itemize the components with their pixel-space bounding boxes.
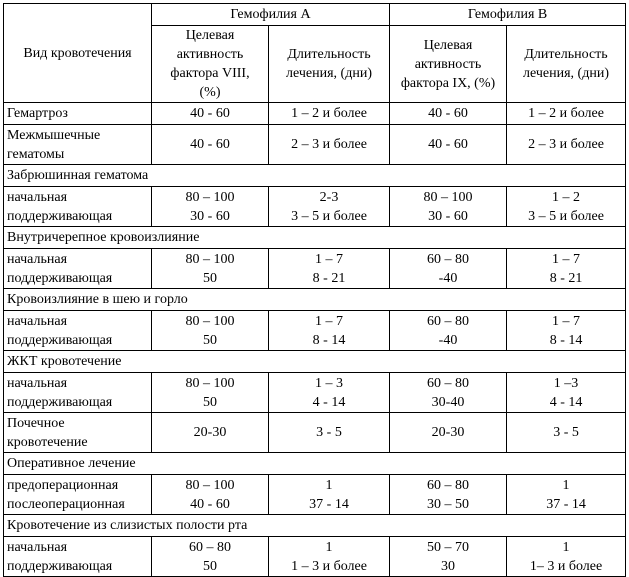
row-label [4,373,152,413]
cell-line: фактора VIII, [170,66,250,81]
cell-a-duration [269,475,390,515]
table-row [4,413,626,453]
cell-line: 2 – 3 и более [528,137,604,152]
cell-line: 1 – 2 [552,189,581,205]
cell-line: 1 – 7 [315,313,343,329]
cell-line: 20-30 [431,425,465,440]
cell-line: 8 - 14 [312,332,346,348]
cell-line: 40 - 60 [428,137,468,152]
cell-b-activity [390,249,507,289]
group-header-row [4,289,626,311]
row-label [4,249,152,289]
header-bleeding-type: Вид кровотечения [4,4,152,103]
cell-line: начальная [7,539,68,555]
cell-b-duration [507,187,626,227]
cell-line: 60 – 80 [427,477,470,493]
cell-a-duration [269,103,390,125]
cell-line: 60 – 80 [427,313,470,329]
cell-b-activity [390,475,507,515]
cell-line: 2-3 [319,189,339,205]
group-header-row [4,515,626,537]
cell-line: поддерживающая [7,558,113,574]
cell-a-duration [269,187,390,227]
group-title: Внутричерепное кровоизлияние [4,227,626,249]
row-label [4,475,152,515]
cell-a-activity [152,103,269,125]
cell-line: 1 – 3 и более [291,558,367,574]
cell-line: 4 - 14 [312,394,346,410]
cell-b-activity [390,373,507,413]
cell-line: начальная [7,251,68,267]
cell-a-activity [152,475,269,515]
cell-line: 50 [203,394,217,410]
cell-line: 1 [562,477,570,493]
cell-a-duration [269,537,390,577]
hemophilia-treatment-table [3,3,626,577]
cell-line: -40 [438,332,458,348]
cell-line: активность [414,56,482,72]
cell-line: поддерживающая [7,332,113,348]
cell-b-duration [507,475,626,515]
cell-line: 60 – 80 [189,539,231,555]
cell-b-activity [390,413,507,453]
cell-line: 3 - 5 [316,425,342,440]
cell-line: 30 - 60 [428,208,468,224]
cell-line: Гемартроз [7,106,68,121]
row-label [4,125,152,165]
cell-line: Целевая [185,28,235,43]
cell-line: активность [176,47,244,62]
cell-line: 60 – 80 [427,375,470,391]
cell-line: Почечное [7,415,65,431]
cell-line: 1 [325,477,333,493]
cell-line: 40 - 60 [190,496,230,512]
cell-line: 3 – 5 и более [528,208,604,224]
cell-line: кровотечение [7,434,88,450]
cell-line: 1 –3 [553,375,579,391]
row-label [4,537,152,577]
cell-line: Межмышечные [7,127,101,143]
cell-a-duration [269,125,390,165]
cell-a-activity [152,187,269,227]
cell-line: -40 [438,270,458,286]
cell-a-activity [152,537,269,577]
cell-line: 40 - 60 [428,106,468,121]
cell-a-duration [269,311,390,351]
cell-line: 30 – 50 [427,496,470,512]
cell-line: 40 - 60 [190,137,230,152]
cell-line: 37 - 14 [546,496,586,512]
header-hemophilia-b: Гемофилия В [390,4,626,26]
group-header-row [4,453,626,475]
group-title: Оперативное лечение [4,453,626,475]
group-title: Кровотечение из слизистых полости рта [4,515,626,537]
cell-line: 30 - 60 [190,208,230,224]
header-hemophilia-a: Гемофилия А [152,4,390,26]
cell-line: Длительность [524,47,608,62]
cell-line: 1 – 7 [552,313,581,329]
group-header-row [4,227,626,249]
cell-line: 80 – 100 [185,375,235,391]
cell-line: 8 - 21 [549,270,583,286]
cell-b-duration [507,413,626,453]
cell-b-duration [507,103,626,125]
group-header-row [4,351,626,373]
table-row [4,103,626,125]
cell-line: 2 – 3 и более [291,137,367,152]
cell-line: 50 [203,270,217,286]
table-row [4,249,626,289]
header-a-duration [269,26,390,103]
cell-b-duration [507,249,626,289]
cell-line: предоперационная [7,477,119,493]
cell-line: 50 [203,332,217,348]
cell-line: фактора IX, (%) [400,75,496,91]
cell-line: 8 - 14 [549,332,583,348]
cell-line: поддерживающая [7,394,113,410]
cell-b-activity [390,311,507,351]
row-label [4,187,152,227]
table-row [4,537,626,577]
cell-line: 3 – 5 и более [291,208,367,224]
group-title: Кровоизлияние в шею и горло [4,289,626,311]
cell-line: 80 – 100 [185,251,235,267]
cell-a-duration [269,373,390,413]
group-title: Забрюшинная гематома [4,165,626,187]
cell-b-duration [507,373,626,413]
cell-line: 80 – 100 [185,313,235,329]
table-row [4,187,626,227]
cell-line: 8 - 21 [312,270,346,286]
cell-line: поддерживающая [7,270,113,286]
cell-line: начальная [7,313,68,329]
header-b-activity [390,26,507,103]
cell-line: 40 - 60 [190,106,230,121]
cell-line: 30 [441,558,456,574]
cell-line: лечения, (дни) [523,66,609,81]
cell-line: 3 - 5 [553,425,579,440]
cell-line: 1 [325,539,333,555]
row-label [4,413,152,453]
cell-line: Целевая [423,37,473,53]
cell-line: 1 – 2 и более [291,106,367,121]
group-header-row [4,165,626,187]
cell-line: 37 - 14 [309,496,349,512]
cell-b-duration [507,537,626,577]
cell-line: послеоперационная [7,496,125,512]
cell-line: (%) [199,85,221,100]
header-b-duration [507,26,626,103]
cell-line: начальная [7,375,68,391]
cell-line: 1 – 7 [552,251,581,267]
cell-line: 80 – 100 [185,189,235,205]
cell-b-activity [390,125,507,165]
cell-b-activity [390,537,507,577]
cell-b-duration [507,311,626,351]
cell-line: 1 – 7 [315,251,343,267]
cell-a-activity [152,413,269,453]
cell-line: начальная [7,189,68,205]
group-title: ЖКТ кровотечение [4,351,626,373]
cell-line: 20-30 [193,425,227,440]
cell-a-activity [152,373,269,413]
cell-line: 60 – 80 [427,251,470,267]
cell-a-activity [152,125,269,165]
cell-a-activity [152,249,269,289]
cell-line: 50 – 70 [427,539,470,555]
row-label [4,103,152,125]
cell-b-activity [390,103,507,125]
cell-line: поддерживающая [7,208,113,224]
cell-line: 1 – 3 [315,375,343,391]
table-row [4,373,626,413]
table-row [4,125,626,165]
header-row-groups [4,4,626,26]
table-row [4,311,626,351]
cell-line: 1– 3 и более [529,558,603,574]
cell-line: 80 – 100 [423,189,473,205]
cell-line: 1 [562,539,570,555]
row-label [4,311,152,351]
cell-line: 30-40 [431,394,465,410]
table-row [4,475,626,515]
header-a-activity [152,26,269,103]
cell-line: 50 [203,558,217,574]
cell-b-duration [507,125,626,165]
cell-line: лечения, (дни) [286,66,372,81]
cell-line: 1 – 2 и более [528,106,604,121]
cell-b-activity [390,187,507,227]
cell-a-activity [152,311,269,351]
cell-a-duration [269,413,390,453]
cell-line: гематомы [7,146,65,162]
cell-line: 80 – 100 [185,477,235,493]
cell-a-duration [269,249,390,289]
cell-line: Длительность [287,47,371,62]
cell-line: 4 - 14 [549,394,583,410]
